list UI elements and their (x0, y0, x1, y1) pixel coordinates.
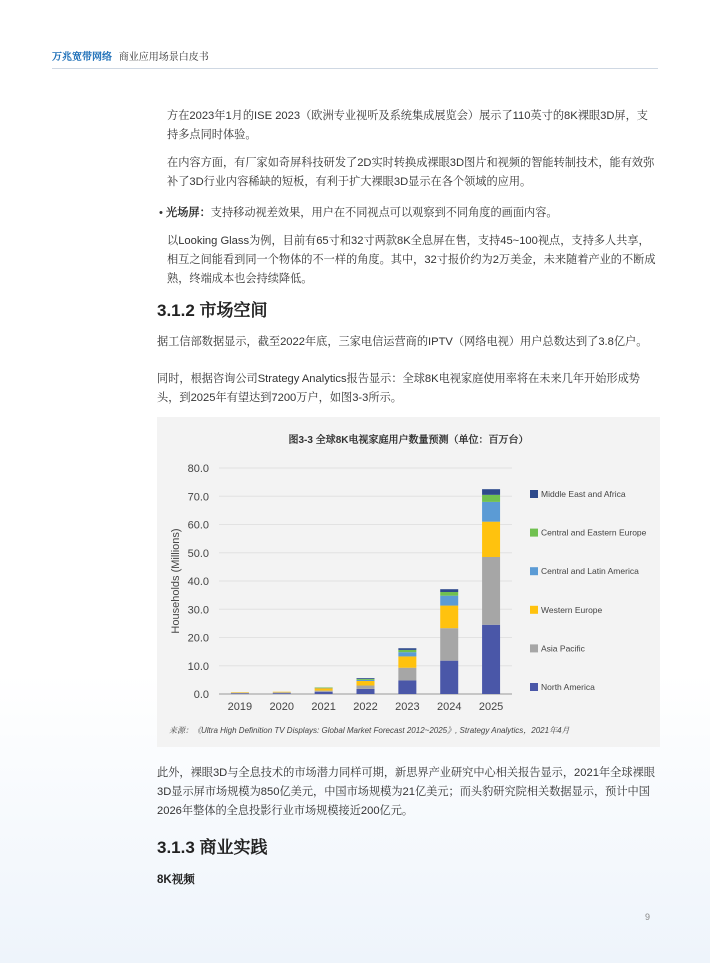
bar-segment (440, 589, 458, 592)
bar-segment (357, 678, 375, 679)
y-tick-label: 80.0 (187, 463, 209, 475)
chart-figure (157, 417, 660, 747)
x-tick-label: 2019 (227, 701, 253, 713)
bar-segment (398, 650, 416, 652)
bar-segment (482, 557, 500, 625)
y-tick-label: 50.0 (187, 547, 209, 560)
bullet-dot: • (159, 207, 167, 219)
bar-segment (273, 693, 291, 694)
y-tick-label: 70.0 (187, 491, 209, 504)
bar-segment (398, 648, 416, 650)
legend-label: Central and Latin America (541, 566, 639, 577)
x-tick-label: 2023 (395, 701, 420, 713)
header-title: 商业应用场景白皮书 (118, 52, 209, 63)
bullet-light-field (159, 204, 558, 223)
legend-swatch (530, 567, 538, 575)
legend-swatch (530, 683, 538, 691)
bar-segment (440, 606, 458, 629)
y-tick-label: 20.0 (187, 632, 209, 645)
bar-segment (231, 692, 249, 693)
bar-segment (357, 679, 375, 680)
paragraph-looking-glass: 以Looking Glass为例，目前有65寸和32寸两款8K全息屏在售，支持45~100视点，支持多人共享，相互之间能看到同一个物体的不一样的角度。其中，32寸报价约为2万美金，未来随着产业的不断成熟，终端成本也会持续降低。 (167, 235, 656, 285)
legend-label: Central and Eastern Europe (541, 527, 647, 538)
legend-label: Asia Pacific (541, 643, 585, 654)
x-tick-label: 2025 (478, 701, 504, 713)
page-number: 9 (644, 912, 650, 922)
bar-segment (357, 680, 375, 681)
bar-segment (398, 680, 416, 694)
legend-label: Western Europe (541, 604, 603, 615)
x-tick-label: 2022 (353, 701, 378, 713)
legend-swatch (530, 606, 538, 614)
y-axis-label: Households (Millions) (170, 528, 182, 634)
paragraph-3d-market: 此外，裸眼3D与全息技术的市场潜力同样可期，新思界产业研究中心相关报告显示，2021年全球裸眼3D显示屏市场规模为850亿美元，中国市场规模为21亿美元；而头豹研究院相关数据显示，预计中国2026年整体的全息投影行业市场规模接近200亿元。 (157, 767, 655, 817)
bar-segment (398, 652, 416, 656)
paragraph-iptv: 据工信部数据显示，截至2022年底，三家电信运营商的IPTV（网络电视）用户总数达到了3.8亿户。 (157, 336, 648, 348)
bar-segment (231, 693, 249, 694)
y-tick-label: 60.0 (187, 519, 209, 532)
bar-segment (357, 681, 375, 686)
subheading-8k-video: 8K视频 (157, 874, 195, 886)
bar-segment (440, 596, 458, 606)
chart-source: 来源：《Ultra High Definition TV Displays: Global Market Forecast 2012~2025》, Strategy Analytics，2021年4月 (169, 726, 570, 735)
bar-segment (440, 592, 458, 596)
header-divider (52, 68, 658, 69)
legend-swatch (530, 529, 538, 537)
paragraph-strategy: 同时，根据咨询公司Strategy Analytics报告显示：全球8K电视家庭使用率将在未来几年开始形成势头，到2025年有望达到7200万户，如图3-3所示。 (157, 373, 640, 404)
bar-segment (315, 692, 333, 694)
bar-segment (482, 625, 500, 694)
paragraph-ise: 方在2023年1月的ISE 2023（欧洲专业视听及系统集成展览会）展示了110英寸的8K裸眼3D屏，支持多点同时体验。 (167, 110, 648, 141)
y-tick-label: 30.0 (187, 604, 209, 617)
bar-segment (315, 688, 333, 689)
bar-segment (357, 689, 375, 694)
bar-segment (440, 661, 458, 694)
bar-segment (273, 692, 291, 693)
bar-segment (357, 686, 375, 689)
x-tick-label: 2020 (269, 701, 295, 713)
legend-label: Middle East and Africa (541, 489, 626, 499)
bar-segment (398, 668, 416, 681)
bar-segment (273, 692, 291, 693)
bar-segment (315, 691, 333, 692)
bar-segment (398, 656, 416, 667)
x-tick-label: 2024 (436, 701, 462, 713)
section-heading-market: 3.1.2 市场空间 (157, 301, 268, 320)
chart-title: 图3-3 全球8K电视家庭用户数量预测（单位：百万台） (288, 435, 529, 446)
y-tick-label: 40.0 (187, 576, 209, 588)
y-tick-label: 0.0 (193, 689, 209, 701)
legend-swatch (530, 644, 538, 652)
bar-segment (482, 495, 500, 502)
legend-label: North America (541, 682, 595, 692)
x-tick-label: 2021 (311, 701, 336, 713)
header-brand: 万兆宽带网络 (52, 52, 112, 63)
y-tick-label: 10.0 (187, 660, 209, 673)
bar-segment (482, 489, 500, 495)
page-header (52, 48, 209, 63)
section-heading-practice: 3.1.3 商业实践 (157, 838, 268, 857)
bar-chart (157, 417, 660, 717)
bullet-text: 支持移动视差效果，用户在不同视点可以观察到不同角度的画面内容。 (210, 207, 558, 219)
bar-segment (482, 502, 500, 522)
bar-segment (482, 522, 500, 557)
bar-segment (315, 688, 333, 691)
legend-swatch (530, 490, 538, 498)
bullet-label: 光场屏： (166, 207, 211, 219)
paragraph-content: 在内容方面，有厂家如奇屏科技研发了2D实时转换成裸眼3D图片和视频的智能转制技术，能有效弥补了3D行业内容稀缺的短板，有利于扩大裸眼3D显示在各个领域的应用。 (167, 157, 655, 188)
bar-segment (440, 628, 458, 660)
